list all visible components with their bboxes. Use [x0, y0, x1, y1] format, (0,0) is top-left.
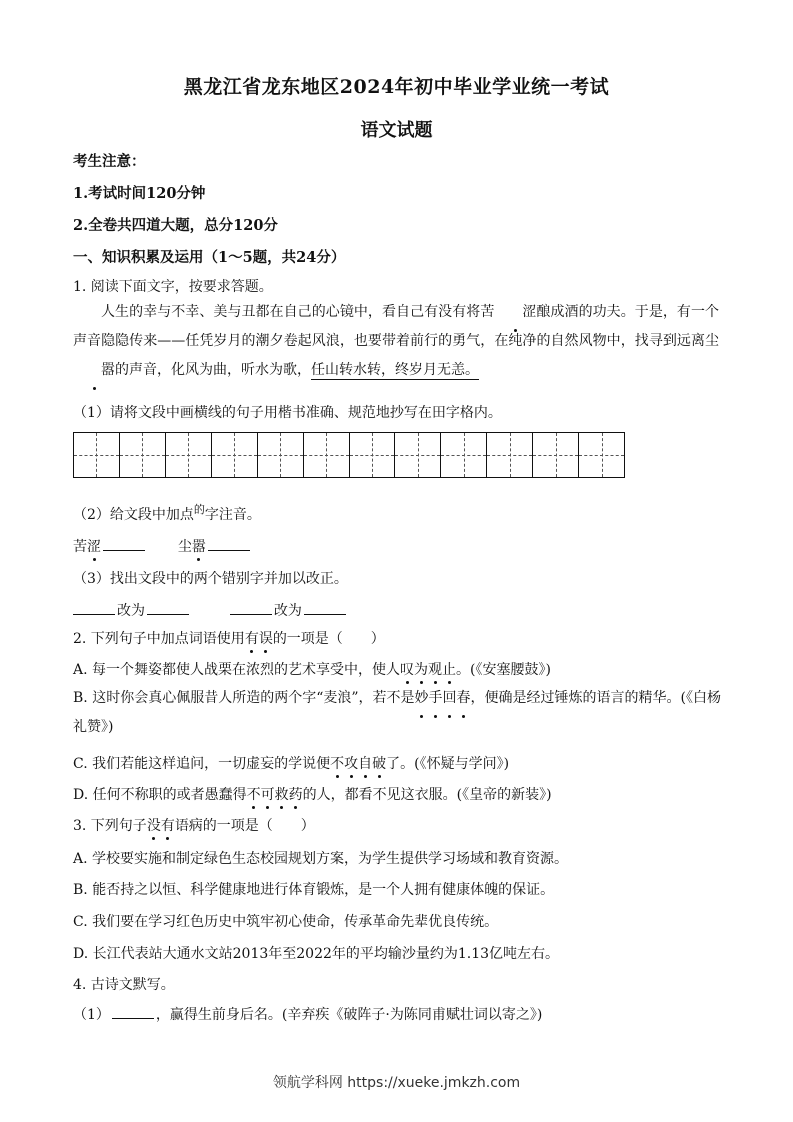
correction-blank[interactable] — [304, 600, 346, 615]
footer-watermark: 领航学科网 https://xueke.jmkzh.com — [272, 1075, 521, 1091]
pinyin-word2: 尘 — [177, 539, 192, 555]
grid-cell[interactable] — [166, 433, 212, 477]
grid-cell[interactable] — [579, 433, 624, 477]
q1-stem: 1. 阅读下面文字，按要求答题。 — [73, 279, 273, 295]
option-text: C. 我们若能这样追问，一切虚妄的学说便 — [73, 756, 331, 772]
dotted-char: 为 — [414, 659, 428, 679]
dotted-char: 妙 — [415, 684, 429, 713]
dotted-char: 不 — [330, 753, 344, 773]
correction-label: 改为 — [273, 603, 302, 619]
correction-blank[interactable] — [230, 600, 272, 615]
q3-option-a[interactable]: A. 学校要实施和制定绿色生态校园规划方案，为学生提供学习场域和教育资源。 — [73, 851, 569, 867]
tianzige-grid[interactable] — [73, 432, 625, 478]
dotted-char: 自 — [358, 753, 372, 773]
pinyin-word1: 苦 — [73, 539, 87, 555]
grid-cell[interactable] — [120, 433, 166, 477]
q3-stem-b: 语病的一项是（ ） — [174, 818, 315, 834]
dotted-char: 手 — [429, 684, 443, 713]
q2-option-d[interactable] — [73, 784, 552, 804]
q2-stem-a: 2. 下列句子中加点词语使用 — [73, 631, 245, 647]
dotted-char: 嚣 — [192, 536, 206, 556]
correction-row — [73, 600, 348, 620]
q3-stem — [73, 815, 315, 835]
section-heading: 一、知识积累及运用（1～5题，共24分） — [73, 249, 346, 266]
grid-cell[interactable] — [258, 433, 304, 477]
q3-option-d[interactable]: D. 长江代表站大通水文站2013年至2022年的平均输沙量约为1.13亿吨左右。 — [73, 946, 560, 962]
q1-passage — [73, 298, 719, 385]
dotted-char: 春 — [457, 684, 471, 713]
option-text: D. 任何不称职的或者愚蠢得 — [73, 787, 247, 803]
exam-title: 黑龙江省龙东地区2024年初中毕业学业统一考试 — [183, 76, 610, 98]
notice-label: 考生注意： — [73, 153, 146, 170]
q2-stem-b: 的一项是（ ） — [272, 631, 385, 647]
dotted-char: 药 — [289, 784, 303, 804]
grid-cell[interactable] — [395, 433, 441, 477]
q4-sub1-text: ，赢得生前身后名。(辛弃疾《破阵子·为陈同甫赋壮词以寄之》) — [155, 1007, 543, 1023]
exam-subtitle: 语文试题 — [360, 120, 433, 141]
sub2-superscript: 的 — [193, 503, 205, 516]
option-text: B. 这时你会真心佩服昔人所造的两个字“麦浪”，若不是 — [73, 690, 415, 706]
q2-option-b[interactable] — [73, 684, 721, 742]
grid-cell[interactable] — [350, 433, 396, 477]
q3-option-b[interactable]: B. 能否持之以恒、科学健康地进行体育锻炼，是一个人拥有健康体魄的保证。 — [73, 882, 555, 898]
q4-sub1-label: （1） — [73, 1007, 110, 1023]
correction-blank[interactable] — [73, 600, 115, 615]
notice-item-1: 1.考试时间120分钟 — [73, 185, 206, 202]
option-text: ，便确是经过锤炼的语言的精华。(《白杨礼赞》) — [73, 690, 721, 735]
dotted-char: 有 — [245, 628, 259, 648]
q3-option-c[interactable]: C. 我们要在学习红色历史中筑牢初心使命，传承革命先辈优良传统。 — [73, 914, 499, 930]
correction-blank[interactable] — [147, 600, 189, 615]
correction-label: 改为 — [117, 603, 145, 619]
dotted-char: 误 — [259, 628, 273, 648]
grid-cell[interactable] — [212, 433, 258, 477]
q2-option-c[interactable] — [73, 753, 509, 773]
dotted-char: 叹 — [400, 659, 414, 679]
pinyin-row — [73, 536, 252, 556]
pinyin-blank-1[interactable] — [103, 536, 145, 551]
poem-blank[interactable] — [112, 1004, 154, 1019]
notice-item-2: 2.全卷共四道大题，总分120分 — [73, 217, 278, 234]
option-text: 。(《安塞腰鼓》) — [456, 662, 551, 678]
dotted-char: 不 — [247, 784, 261, 804]
sub2-text-a: （2）给文段中加点 — [73, 507, 194, 523]
option-text: A. 每一个舞姿都使人战栗在浓烈的艺术享受中，使人 — [73, 662, 401, 678]
q4-stem: 4. 古诗文默写。 — [73, 977, 175, 993]
passage-text-b: 酿成酒的功夫。于是，有一个声音隐隐传来——任凭岁月的潮夕卷起风浪，也要带着前行的勇气，在纯净的自然风物中，找寻到远离尘 — [73, 304, 720, 349]
dotted-char: 涩 — [87, 536, 101, 556]
grid-cell[interactable] — [304, 433, 350, 477]
passage-text-c: 的声音，化风为曲，听水为歌， — [115, 362, 311, 378]
q1-sub2 — [73, 504, 261, 524]
dotted-char: 回 — [443, 684, 457, 713]
q2-stem — [73, 628, 385, 648]
grid-cell[interactable] — [441, 433, 487, 477]
dotted-char: 破 — [372, 753, 386, 773]
q3-stem-a: 3. 下列句子 — [73, 818, 147, 834]
grid-cell[interactable] — [487, 433, 533, 477]
dotted-char: 攻 — [344, 753, 358, 773]
q2-option-a[interactable] — [73, 659, 551, 679]
underlined-sentence: 任山转水转，终岁月无恙。 — [311, 362, 479, 378]
dotted-char: 救 — [275, 784, 289, 804]
dotted-char: 涩 — [494, 298, 536, 327]
dotted-char: 没 — [147, 815, 161, 835]
q1-sub3: （3）找出文段中的两个错别字并加以改正。 — [73, 571, 348, 587]
dotted-char: 止 — [442, 659, 456, 679]
dotted-char: 嚣 — [73, 356, 115, 385]
grid-cell[interactable] — [533, 433, 579, 477]
dotted-char: 有 — [161, 815, 175, 835]
option-text: 了。(《怀疑与学问》) — [386, 756, 510, 772]
pinyin-blank-2[interactable] — [208, 536, 250, 551]
option-text: 的人，都看不见这衣服。(《皇帝的新装》) — [302, 787, 552, 803]
dotted-char: 观 — [428, 659, 442, 679]
grid-cell[interactable] — [74, 433, 120, 477]
passage-text-a: 人生的幸与不幸、美与丑都在自己的心镜中，看自己有没有将苦 — [101, 304, 495, 320]
q4-sub1 — [73, 1004, 542, 1024]
q1-sub1: （1）请将文段中画横线的句子用楷书准确、规范地抄写在田字格内。 — [73, 405, 502, 421]
dotted-char: 可 — [261, 784, 275, 804]
sub2-text-b: 字注音。 — [204, 507, 261, 523]
